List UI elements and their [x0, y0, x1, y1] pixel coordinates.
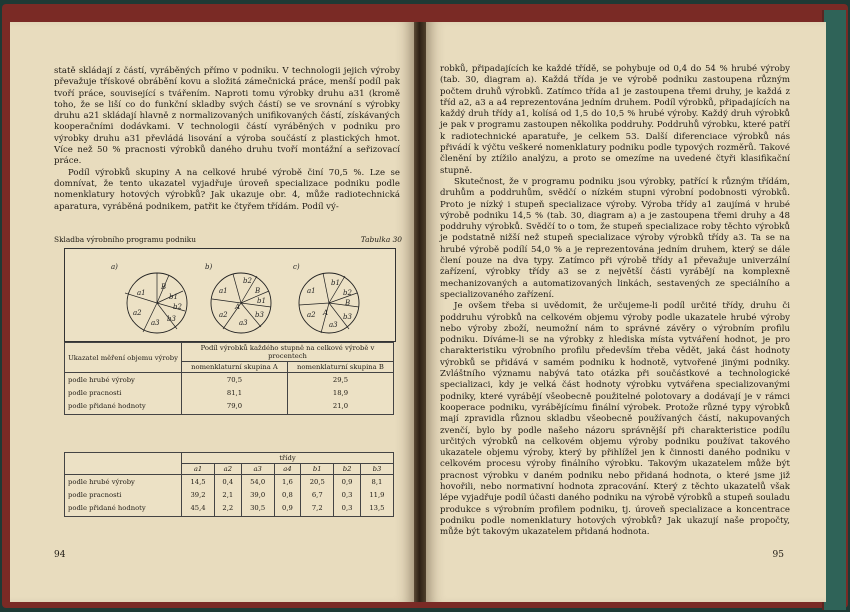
cell-value: 39,2: [190, 491, 206, 499]
cell-value: 0,8: [282, 491, 293, 499]
class-column: [301, 475, 334, 517]
column-header: nomenklaturní skupina A: [182, 362, 288, 373]
cell-value: 79,0: [226, 402, 243, 410]
figure-caption-row: [54, 235, 402, 244]
group-b-values: [287, 373, 393, 415]
pie-diagrams-svg: [65, 249, 395, 341]
class-header-cell: a2: [215, 464, 242, 475]
class-header-cell: a4: [274, 464, 301, 475]
cell-value: 21,0: [332, 402, 349, 410]
cell-value: 2,1: [222, 491, 234, 499]
segment-label: a2: [219, 311, 228, 319]
left-page-text: [54, 66, 400, 213]
segment-label: a1: [219, 287, 228, 295]
row-label: podle pracnosti: [68, 389, 122, 397]
open-book: [2, 4, 848, 608]
segment-label: b2: [343, 289, 352, 297]
pie-diagrams: [64, 248, 396, 342]
row-labels: [65, 475, 182, 517]
segment-label: a3: [151, 319, 160, 327]
segment-label: a3: [239, 319, 248, 327]
class-header-cell: b2: [334, 464, 361, 475]
paragraph: Podíl výrobků skupiny A na celkové hrubé výrobě činí 70,5 %. Lze se domnívat, že tento ukazatel vyjadřuje úroveň specializace podniku podle nomenklatury hotových výrobků? Jak ukazuje obr. 4, může radiotechnická aparatura, vyráběná podnikem, patřit ke čtyřem třídám. Podíl vý-: [54, 167, 400, 212]
column-header: nomenklaturní skupina B: [287, 362, 393, 373]
segment-label: A: [323, 309, 329, 317]
cell-value: 0,3: [341, 504, 353, 512]
table-corner: Ukazatel měření objemu výroby: [65, 343, 182, 373]
segment-label: b1: [169, 293, 178, 301]
cell-value: 54,0: [250, 478, 266, 486]
class-column: [241, 475, 274, 517]
segment-label: b1: [257, 297, 266, 305]
row-label: podle přidané hodnoty: [68, 402, 146, 410]
cell-value: 81,1: [226, 389, 243, 397]
cell-value: 7,2: [311, 504, 323, 512]
page-number: 94: [54, 550, 66, 560]
row-label: podle pracnosti: [68, 491, 122, 499]
cell-value: 0,9: [341, 478, 353, 486]
segment-label: b2: [243, 277, 252, 285]
row-label: podle přidané hodnoty: [68, 504, 146, 512]
table-header: Podíl výrobků každého stupně na celkové výrobě v procentech: [182, 343, 394, 362]
cell-value: 1,6: [282, 478, 293, 486]
group-a-values: [182, 373, 288, 415]
cell-value: 14,5: [190, 478, 206, 486]
class-column: [182, 475, 215, 517]
class-header-cell: b1: [301, 464, 334, 475]
segment-label: b3: [343, 313, 352, 321]
left-page: [10, 22, 414, 602]
paragraph: robků, připadajících ke každé třídě, se pohybuje od 0,4 do 54 % hrubé výroby (tab. 30, diagram a). Každá třída je ve výrobě podniku zastoupena různým počtem druhů výrobků. Zatímco třída a1 je zastoupena třemi druhy, je každá z tříd a2, a3 a a4 reprezentována jedním druhem. Podíl výrobků, připadajících na každý druh třídy a1, kolísá od 1,5 do 10,5 % hrubé výroby. Každý druh výrobků je pak v programu zastoupen několika poddruhy. Poddruhů výrobku, které patří k radiotechnické aparatuře, je celkem 53. Další diferenciace výrobků nás přivádí k výčtu veškeré nomenklatury podniku podle typových rozměrů. Takové členění by ztížilo analýzu, a proto se omezíme na uvedené čtyři klasifikační stupně.: [440, 64, 790, 176]
diagram-label: b): [205, 263, 213, 271]
row-label: podle hrubé výroby: [68, 376, 135, 384]
segment-label: a2: [307, 311, 316, 319]
segment-label: B: [161, 283, 167, 291]
table-corner: [65, 453, 182, 475]
class-column: [274, 475, 301, 517]
cell-value: 8,1: [371, 478, 383, 486]
cell-value: 20,5: [309, 478, 325, 486]
paragraph: Je ovšem třeba si uvědomit, že určujeme-li podíl určité třídy, druhu či poddruhu výrobků na celkovém objemu výroby podle ukazatele hrubé výroby nebo výroby zboží, neumožní nám to správné závěry o výrobním profilu podniku. Díváme-li se na výrobky z hlediska místa vytváření hodnot, je pro charakteristiku výrobního profilu především třeba vědět, jaká část hodnoty výrobků se přidává v samém podniku k hodnotě, vytvořené jinými podniky. Zvláštního významu nabývá tato otázka při součástkové a technologické specializaci, kdy je velká část hodnoty výrobku vytvářena specializovanými podniky, které vyrábějí všeobecně použitelné polotovary a dodávají je v rámci kooperace podniku, vyrábějícímu finální výrobek. Protože různé typy výrobků mají zpravidla různou skladbu všeobecně používaných částí, nakupovaných zvenčí, bylo by podle našeho názoru správnější při charakteristice podílu určitých výrobků na celkovém objemu výroby podniku používat takového ukazatele objemu výroby, který by přihlížel jen k činnosti daného podniku v celkovém procesu výroby finálního výrobku. Takovým ukazatelem může být pracnost výrobku v daném podniku nebo přidaná hodnota, o které jsme již hovořili, nebo normativní hodnota zpracování. Který z těchto ukazatelů však lépe vyjadřuje podíl účasti daného podniku na výrobě výrobků a stupeň souladu produkce s výrobním profilem podniku, tj. úroveň specializace a koncentrace podniku podle nomenklatury hotových výrobků? Jak ukazují naše propočty, může být takovým ukazatelem přidaná hodnota.: [440, 301, 790, 538]
segment-label: B: [255, 287, 261, 295]
segment-label: b3: [167, 315, 176, 323]
figure-caption: Skladba výrobního programu podniku: [54, 235, 197, 244]
table-header: třídy: [182, 453, 394, 464]
cell-value: 18,9: [332, 389, 349, 397]
cell-value: 0,3: [341, 491, 353, 499]
table-label: Tabulka 30: [360, 235, 402, 244]
table-nomenclature-groups: [64, 342, 394, 415]
table-row: [65, 373, 394, 415]
diagram-label: c): [293, 263, 300, 271]
diagram-label: a): [111, 263, 118, 271]
cell-value: 11,9: [369, 491, 385, 499]
cell-value: 45,4: [190, 504, 206, 512]
table-row: [65, 475, 394, 517]
class-header-cell: b3: [360, 464, 393, 475]
paragraph: Skutečnost, že v programu podniku jsou výrobky, patřící k různým třídám, druhům a poddruhům, svědčí o nízkém stupni výrobní podobnosti výrobků. Proto je nízký i stupeň specializace výroby. Výroba třídy a1 zaujímá v hrubé výrobě podniku 14,5 % (tab. 30, diagram a) a je zastoupena třemi druhy a 48 poddruhy výrobků. Svědčí to o tom, že stupeň specializace roby těchto výrobků je podstatně nižší než stupeň specializace výroby výrobků třídy a3. Ta se na hrubé výrobě podílí 54,0 % a je reprezentována jedním druhem, který se dále člení pouze na dva typy. Zatímco při výrobě třídy a1 převažuje univerzální zařízení, výrobky třídy a3 se z největší části vyrábějí na komplexně mechanizovaných a automatizovaných linkách, sestavených ze speciálního a specializovaného zařízení.: [440, 176, 790, 300]
right-page: [426, 22, 826, 602]
cell-value: 29,5: [332, 376, 349, 384]
segment-label: a1: [307, 287, 316, 295]
cell-value: 2,2: [222, 504, 234, 512]
segment-label: B: [345, 299, 351, 307]
segment-label: a3: [329, 321, 338, 329]
paragraph: statě skládají z částí, vyráběných přímo v podniku. V technologii jejich výroby převažuje třískové obrábění kovu a složitá zámečnická práce, menší podíl pak tvoří práce, související s tvářením. Naproti tomu výrobky druhu a31 (kromě toho, že se liší co do funkční skladby svých částí) se ve srovnání s výrobky druhu a21 skládají hlavně z normalizovaných unifikovaných částí, získávaných kooperačními dodávkami. V technologii částí vyráběných v podniku pro výrobky druhu a31 převládá lisování a výroba součástí z plastických hmot. Více než 50 % pracnosti výrobků daného druhu tvoří montážní a seřizovací práce.: [54, 66, 400, 167]
class-column: [215, 475, 242, 517]
class-column: [334, 475, 361, 517]
segment-label: b2: [173, 303, 182, 311]
segment-label: a2: [133, 309, 142, 317]
cell-value: 70,5: [226, 376, 243, 384]
cell-value: 6,7: [311, 491, 323, 499]
segment-label: A: [235, 303, 241, 311]
table-classes: [64, 452, 394, 517]
right-page-text: [440, 64, 790, 538]
row-labels: [65, 373, 182, 415]
page-number: 95: [772, 550, 784, 560]
cell-value: 39,0: [250, 491, 266, 499]
cell-value: 30,5: [250, 504, 266, 512]
cell-value: 0,4: [222, 478, 234, 486]
cell-value: 13,5: [369, 504, 385, 512]
cell-value: 0,9: [282, 504, 293, 512]
class-header-cell: a1: [182, 464, 215, 475]
class-column: [360, 475, 393, 517]
segment-label: a1: [137, 289, 146, 297]
segment-label: b3: [255, 311, 264, 319]
row-label: podle hrubé výroby: [68, 478, 135, 486]
segment-label: b1: [331, 279, 340, 287]
book-spine: [414, 22, 426, 602]
class-header-cell: a3: [241, 464, 274, 475]
